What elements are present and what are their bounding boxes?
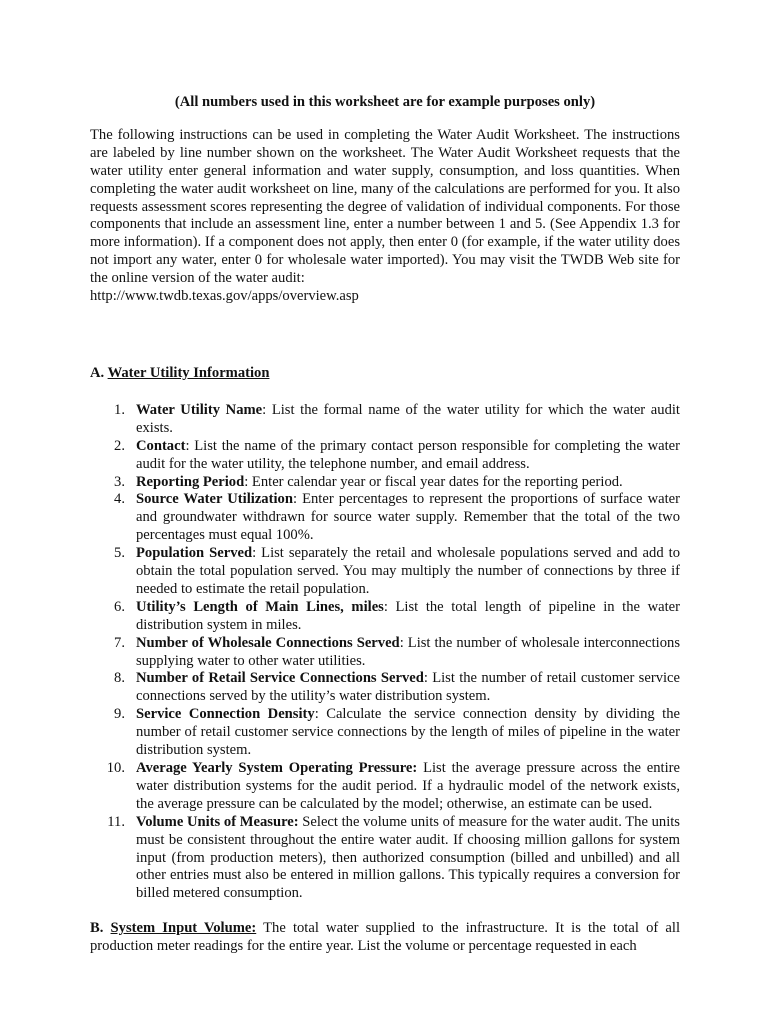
list-item: 8. Number of Retail Service Connections Served: List the number of retail customer service connections served by the utility’s water distribution system. xyxy=(114,670,680,705)
list-item: 10. Average Yearly System Operating Pressure: List the average pressure across the entire water distribution systems for the audit period. If a hydraulic model of the network exists, the average pressure can be calculated by the model; otherwise, an estimate can be used. xyxy=(106,760,680,812)
section-b-text: The total water supplied to the infrastructure. It is the total of all production meter readings for the entire year. List the volume or percentage requested in each xyxy=(90,920,681,955)
list-item: 5. Population Served: List separately the retail and wholesale populations served and add to obtain the total population served. You may multiply the number of connections by three if needed to estimate the retail population. xyxy=(114,545,680,597)
intro-paragraph xyxy=(90,127,680,306)
section-a-prefix: A. xyxy=(90,364,105,381)
list-item: 7. Number of Wholesale Connections Served: List the number of wholesale interconnections supplying water to other water utilities. xyxy=(114,634,680,669)
section-a-title: Water Utility Information xyxy=(107,364,270,381)
list-item: 6. Utility’s Length of Main Lines, miles: List the total length of pipeline in the water distribution system in miles. xyxy=(114,598,681,633)
twdb-url-link[interactable]: http://www.twdb.texas.gov/apps/overview.asp xyxy=(90,288,359,305)
section-a-heading xyxy=(90,365,680,383)
section-b-paragraph xyxy=(90,920,680,956)
list-item: 11. Volume Units of Measure: Select the volume units of measure for the water audit. The units must be consistent throughout the entire water audit. If choosing million gallons for system input (from production meters), then authorized consumption (billed and unbilled) and all other entries must also be entered in million gallons. This typically requires a conversion for billed metered consumption. xyxy=(107,813,680,902)
document-page xyxy=(90,88,680,956)
worksheet-note-title: (All numbers used in this worksheet are for example purposes only) xyxy=(174,94,596,110)
list-item: 3. Reporting Period: Enter calendar year or fiscal year dates for the reporting period. xyxy=(114,473,623,490)
list-item: 9. Service Connection Density: Calculate the service connection density by dividing the number of retail customer service connections by the length of miles of pipeline in the water distribution system. xyxy=(114,706,680,759)
list-item: 4. Source Water Utilization: Enter percentages to represent the proportions of surface water and groundwater withdrawn for source water supply. Remember that the total of the two percentages must equal 100%. xyxy=(114,491,680,544)
section-b-title: System Input Volume: xyxy=(110,920,257,937)
list-item: 1. Water Utility Name: List the formal name of the water utility for which the water audit exists. xyxy=(114,401,680,436)
section-b-prefix: B. xyxy=(90,920,104,937)
list-item: 2. Contact: List the name of the primary contact person responsible for completing the water audit for the water utility, the telephone number, and email address. xyxy=(114,437,680,472)
water-utility-info-list xyxy=(90,402,680,903)
intro-text: The following instructions can be used in completing the Water Audit Worksheet. The instructions are labeled by line number shown on the worksheet. The Water Audit Worksheet requests that the water utility enter general information and water supply, consumption, and loss quantities. When completing the water audit worksheet on line, many of the calculations are performed for you. It also requests assessment scores representing the degree of validation of individual components. For those components that include an assessment line, enter a number between 1 and 5. (See Appendix 1.3 for more information). If a component does not apply, then enter 0 (for example, if the water utility does not import any water, enter 0 for wholesale water imported). You may visit the TWDB Web site for the online version of the water audit: xyxy=(90,126,680,287)
